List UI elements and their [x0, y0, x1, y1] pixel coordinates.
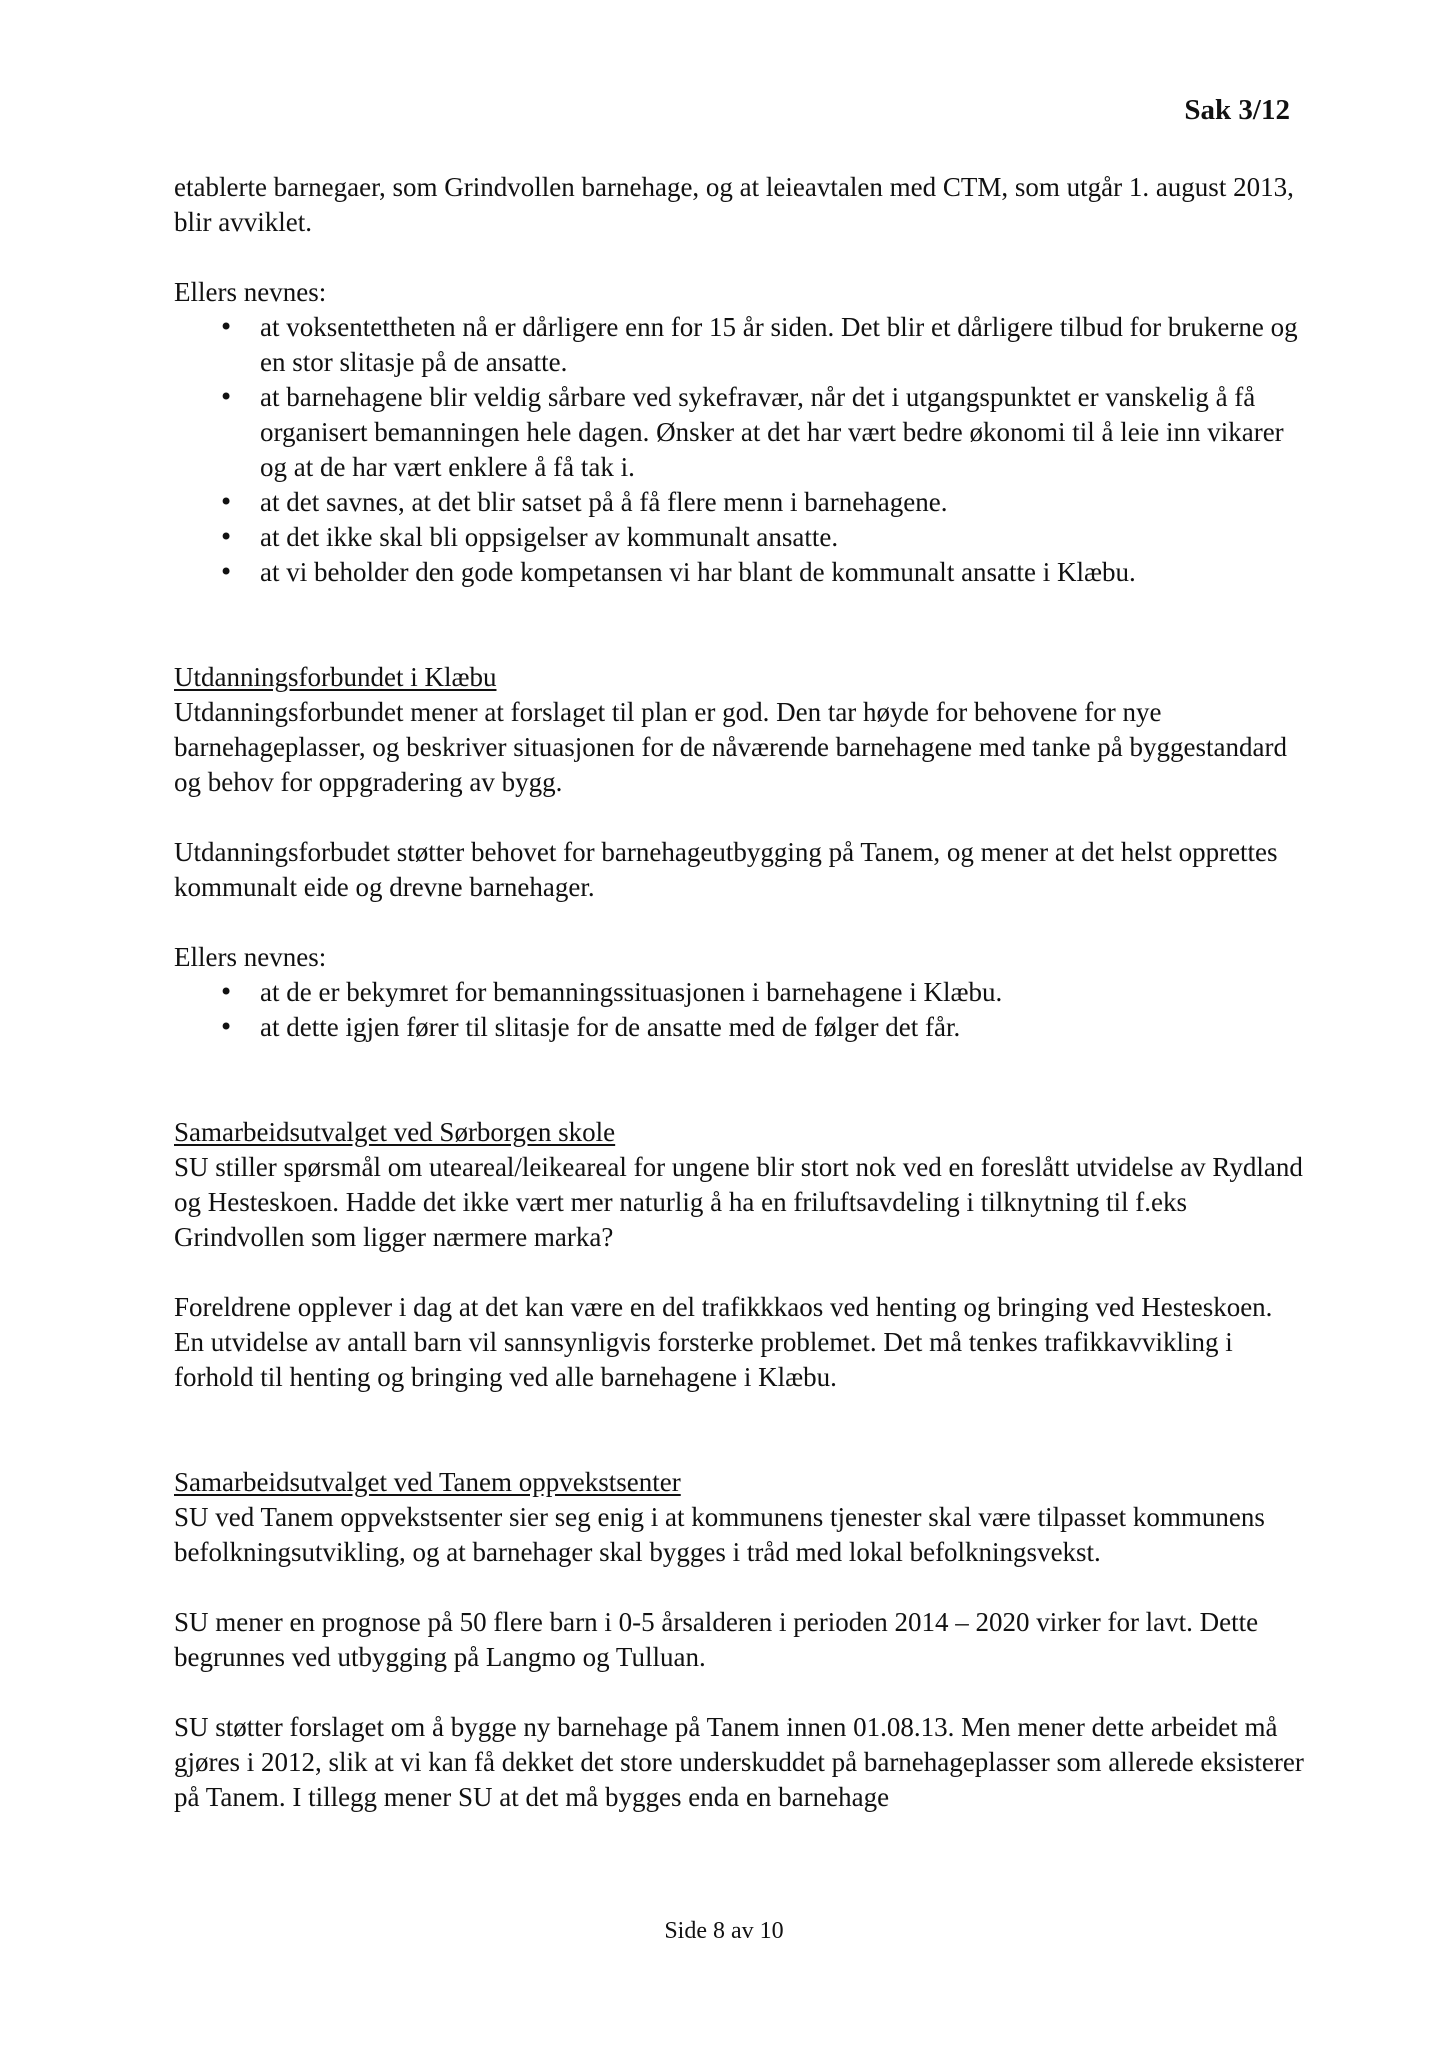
section-sorborgen [174, 1115, 1304, 1395]
list-item: • at voksentettheten nå er dårligere enn for 15 år siden. Det blir et dårligere tilbud for brukerne og en stor slitasje på de ansatte. [174, 310, 1304, 380]
section-ellers-label: Ellers nevnes: [174, 942, 327, 972]
list-item: • at det ikke skal bli oppsigelser av kommunalt ansatte. [174, 520, 1304, 555]
intro-ellers-label: Ellers nevnes: [174, 277, 327, 307]
list-item: • at de er bekymret for bemanningssituasjonen i barnehagene i Klæbu. [174, 975, 1304, 1010]
list-item: • at barnehagene blir veldig sårbare ved sykefravær, når det i utgangspunktet er vanskelig å få organisert bemanningen hele dagen. Ønsker at det har vært bedre økonomi til å leie inn vikarer og at de har vært enklere å få tak i. [174, 380, 1304, 485]
section-utdanningsforbundet [174, 660, 1304, 1045]
page-number: Side 8 av 10 [664, 1918, 784, 1944]
section-paragraph: SU stiller spørsmål om uteareal/leikeareal for ungene blir stort nok ved en foreslått utvidelse av Rydland og Hesteskoen. Hadde det ikke vært mer naturlig å ha en friluftsavdeling i tilknytning til f.eks Grindvollen som ligger nærmere marka? [174, 1152, 1303, 1252]
section-heading: Utdanningsforbundet i Klæbu [174, 662, 497, 692]
list-item: • at dette igjen fører til slitasje for de ansatte med de følger det får. [174, 1010, 1304, 1045]
section-paragraph: Utdanningsforbudet støtter behovet for barnehageutbygging på Tanem, og mener at det helst opprettes kommunalt eide og drevne barnehager. [174, 837, 1278, 902]
section-paragraph: Utdanningsforbundet mener at forslaget til plan er god. Den tar høyde for behovene for nye barnehageplasser, og beskriver situasjonen for de nåværende barnehagene med tanke på byggestandard og behov for oppgradering av bygg. [174, 697, 1287, 797]
section-heading: Samarbeidsutvalget ved Sørborgen skole [174, 1117, 616, 1147]
section-paragraph: Foreldrene opplever i dag at det kan være en del trafikkkaos ved henting og bringing ved Hesteskoen. En utvidelse av antall barn vil sannsynligvis forsterke problemet. Det må tenkes trafikkavvikling i forhold til henting og bringing ved alle barnehagene i Klæbu. [174, 1292, 1273, 1392]
page-content [174, 170, 1304, 1815]
section-paragraph: SU mener en prognose på 50 flere barn i 0-5 årsalderen i perioden 2014 – 2020 virker for lavt. Dette begrunnes ved utbygging på Langmo og Tulluan. [174, 1607, 1259, 1672]
section-paragraph: SU støtter forslaget om å bygge ny barnehage på Tanem innen 01.08.13. Men mener dette arbeidet må gjøres i 2012, slik at vi kan få dekket det store underskuddet på barnehageplasser som allerede eksisterer på Tanem. I tillegg mener SU at det må bygges enda en barnehage [174, 1712, 1304, 1812]
case-reference: Sak 3/12 [1184, 94, 1290, 126]
section-tanem [174, 1465, 1304, 1815]
section-paragraph: SU ved Tanem oppvekstsenter sier seg enig i at kommunens tjenester skal være tilpasset kommunens befolkningsutvikling, og at barnehager skal bygges i tråd med lokal befolkningsvekst. [174, 1502, 1265, 1567]
intro-paragraph: etablerte barnegaer, som Grindvollen barnehage, og at leieavtalen med CTM, som utgår 1. august 2013, blir avviklet. [174, 172, 1294, 237]
list-item: • at det savnes, at det blir satset på å få flere menn i barnehagene. [174, 485, 1304, 520]
section-bullet-list [174, 975, 1304, 1045]
list-item: • at vi beholder den gode kompetansen vi har blant de kommunalt ansatte i Klæbu. [174, 555, 1304, 590]
intro-bullet-list [174, 310, 1304, 590]
section-heading: Samarbeidsutvalget ved Tanem oppvekstsenter [174, 1467, 681, 1497]
